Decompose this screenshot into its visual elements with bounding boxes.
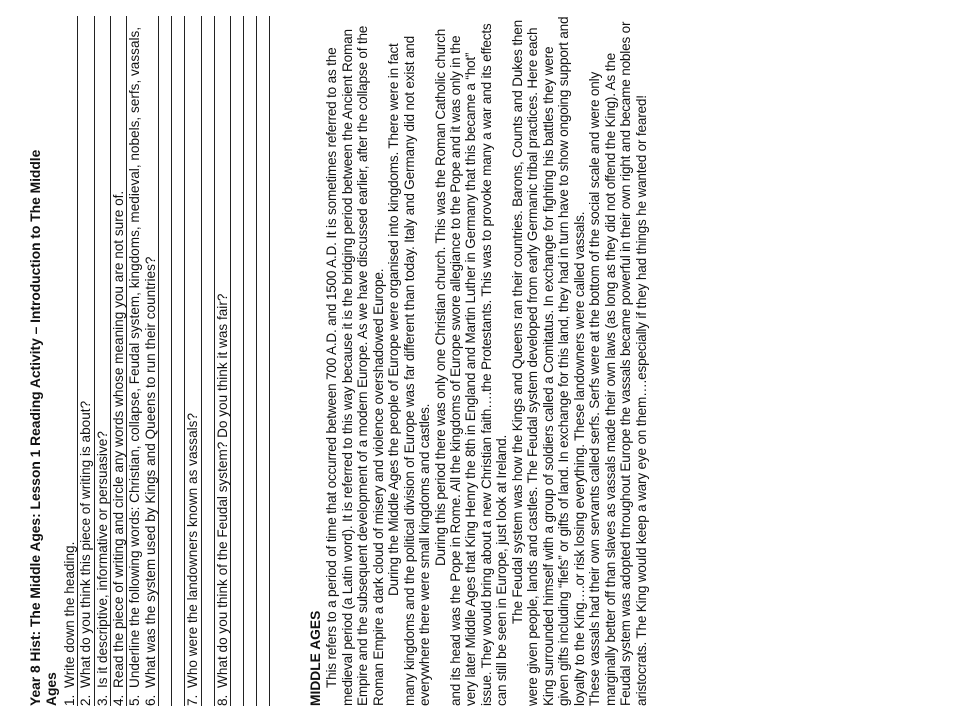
- worksheet-title: [28, 16, 61, 706]
- question-3: [95, 16, 111, 706]
- answer-line: [231, 16, 244, 706]
- question-7: [185, 16, 201, 706]
- question-number: 6.: [142, 694, 158, 706]
- reading-heading: MIDDLE AGES: [308, 610, 324, 706]
- question-text: Write down the heading.: [61, 541, 77, 688]
- spacer: [270, 16, 308, 706]
- question-number: 2.: [78, 694, 94, 706]
- question-number: 3.: [94, 694, 110, 706]
- answer-line: [257, 16, 270, 706]
- paragraph-3: During this period there was only one Christian church. This was the Roman Catholic church and its head was the Pope in Rome. All the kingdoms of Europe swore allegiance to the Pope and it was only in the very later Middle Ages that King Henry the 8th in England and Martin Luther in Germany that this became a “hot” issue. They would bring about a new Christian faith….the Protestants. This was to provoke many a war and its effects can still be seen in Europe, just look at Ireland.: [432, 23, 510, 706]
- title-line-1: Year 8 Hist: The Middle Ages: Lesson 1 Reading Activity – Introduction to The Middle: [28, 149, 43, 706]
- question-text: Is it descriptive, informative or persuasive?: [94, 431, 110, 688]
- question-1: [62, 16, 78, 706]
- paragraph-1: This refers to a period of time that occurred between 700 A.D. and 1500 A.D. It is sometimes referred to as the medieval period (a Latin word). It is referred to this way because it is the bridging period between the Ancient Roman Empire and the subsequent development of a modern Europe. As we have discussed earlier, after the collapse of the Roman Empire a dark cloud of misery and violence overshadowed Europe.: [324, 25, 386, 706]
- question-text: Underline the following words: Christian, collapse, Feudal system, kingdoms, medieval, nobels, serfs, vassals,: [127, 26, 143, 688]
- answer-line: [202, 16, 215, 706]
- question-number: 7.: [185, 694, 201, 706]
- paragraph-2: During the Middle Ages the people of Europe were organised into kingdoms. There were in fact many kingdoms and the political division of Europe was far different than today. Italy and Germany did not exist and everywhere there were small kingdoms and castles.: [386, 36, 433, 706]
- question-8: [215, 16, 231, 706]
- question-text: Read the piece of writing and circle any words whose meaning you are not sure of.: [110, 190, 126, 688]
- question-list: [62, 16, 271, 706]
- question-text: What do you think of the Feudal system? Do you think it was fair?: [214, 293, 230, 688]
- question-6: [143, 16, 159, 706]
- answer-line: [159, 16, 172, 706]
- question-number: 4.: [110, 694, 126, 706]
- question-text: What do you think this piece of writing is about?: [78, 400, 94, 688]
- question-2: [78, 16, 94, 706]
- question-number: 8.: [214, 694, 230, 706]
- question-number: 5.: [127, 694, 143, 706]
- question-number: 1.: [61, 694, 77, 706]
- paragraph-5: These vassals had their own servants called serfs. Serfs were at the bottom of the social scale and were only marginally better off than slaves as vassals made their own laws (as long as they did not offend the King). As the Feudal system was adopted throughout Europe the vassals became powerful in their own right and became nobles or aristocrats. The King would keep a wary eye on them….especially if they had things he wanted or feared!: [587, 21, 649, 706]
- question-4: [111, 16, 127, 706]
- question-5: [127, 16, 142, 706]
- paragraph-4: The Feudal system was how the Kings and Queens ran their countries. Barons, Counts and Dukes then were given people, lands and castles. The Feudal system developed from early Germanic tribal practices. Here each King surrounded himself with a group of soldiers called a Comitatus. In exchange for fighting his battles they were given gifts including “fiefs” or gifts of land. In exchange for this land, they had in turn have to show ongoing support and loyalty to the King….or risk losing everything. These landowners were called vassals.: [509, 16, 587, 706]
- question-text: What was the system used by Kings and Queens to run their countries?: [142, 256, 158, 688]
- answer-line: [244, 16, 257, 706]
- answer-line: [172, 16, 185, 706]
- question-text: Who were the landowners known as vassals?: [185, 412, 201, 688]
- title-line-2: Ages: [44, 672, 60, 706]
